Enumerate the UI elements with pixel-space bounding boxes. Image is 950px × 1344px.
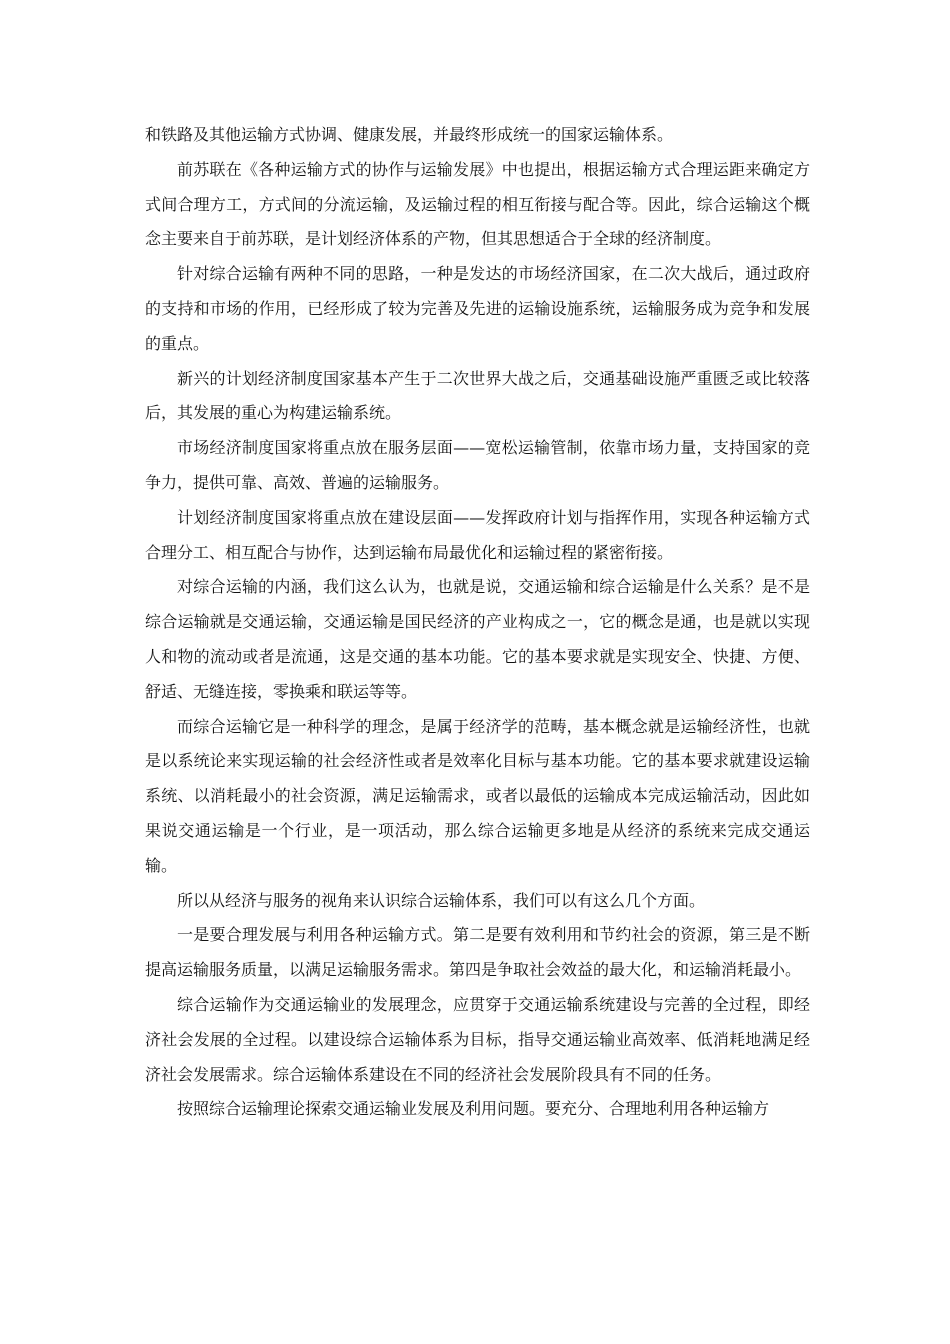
document-page: [145, 118, 810, 1127]
paragraph: 而综合运输它是一种科学的理念，是属于经济学的范畴，基本概念就是运输经济性，也就是以系统论来实现运输的社会经济性或者是效率化目标与基本功能。它的基本要求就建设运输系统、以消耗最小的社会资源，满足运输需求，或者以最低的运输成本完成运输活动，因此如果说交通运输是一个行业，是一项活动，那么综合运输更多地是从经济的系统来完成交通运输。: [145, 716, 810, 875]
paragraph: 对综合运输的内涵，我们这么认为，也就是说，交通运输和综合运输是什么关系？是不是综合运输就是交通运输，交通运输是国民经济的产业构成之一，它的概念是通，也是就以实现人和物的流动或者是流通，这是交通的基本功能。它的基本要求就是实现安全、快捷、方便、舒适、无缝连接，零换乘和联运等等。: [145, 577, 810, 701]
paragraph: 计划经济制度国家将重点放在建设层面——发挥政府计划与指挥作用，实现各种运输方式合理分工、相互配合与协作，达到运输布局最优化和运输过程的紧密衔接。: [145, 507, 810, 562]
paragraph: 新兴的计划经济制度国家基本产生于二次世界大战之后，交通基础设施严重匮乏或比较落后，其发展的重心为构建运输系统。: [145, 368, 810, 423]
paragraph: 一是要合理发展与利用各种运输方式。第二是要有效利用和节约社会的资源，第三是不断提高运输服务质量，以满足运输服务需求。第四是争取社会效益的最大化，和运输消耗最小。: [145, 925, 810, 980]
paragraph: 按照综合运输理论探索交通运输业发展及利用问题。要充分、合理地利用各种运输方: [177, 1099, 770, 1119]
paragraph: 前苏联在《各种运输方式的协作与运输发展》中也提出，根据运输方式合理运距来确定方式间合理方工，方式间的分流运输，及运输过程的相互衔接与配合等。因此，综合运输这个概念主要来自于前苏联，是计划经济体系的产物，但其思想适合于全球的经济制度。: [145, 159, 810, 249]
paragraph: 所以从经济与服务的视角来认识综合运输体系，我们可以有这么几个方面。: [177, 890, 706, 910]
paragraph: 针对综合运输有两种不同的思路，一种是发达的市场经济国家，在二次大战后，通过政府的支持和市场的作用，已经形成了较为完善及先进的运输设施系统，运输服务成为竞争和发展的重点。: [145, 264, 810, 353]
paragraph: 综合运输作为交通运输业的发展理念，应贯穿于交通运输系统建设与完善的全过程，即经济社会发展的全过程。以建设综合运输体系为目标，指导交通运输业高效率、低消耗地满足经济社会发展需求。综合运输体系建设在不同的经济社会发展阶段具有不同的任务。: [145, 994, 810, 1084]
paragraph: 市场经济制度国家将重点放在服务层面——宽松运输管制，依靠市场力量，支持国家的竞争力，提供可靠、高效、普遍的运输服务。: [145, 438, 810, 492]
paragraph: 和铁路及其他运输方式协调、健康发展，并最终形成统一的国家运输体系。: [145, 125, 674, 144]
